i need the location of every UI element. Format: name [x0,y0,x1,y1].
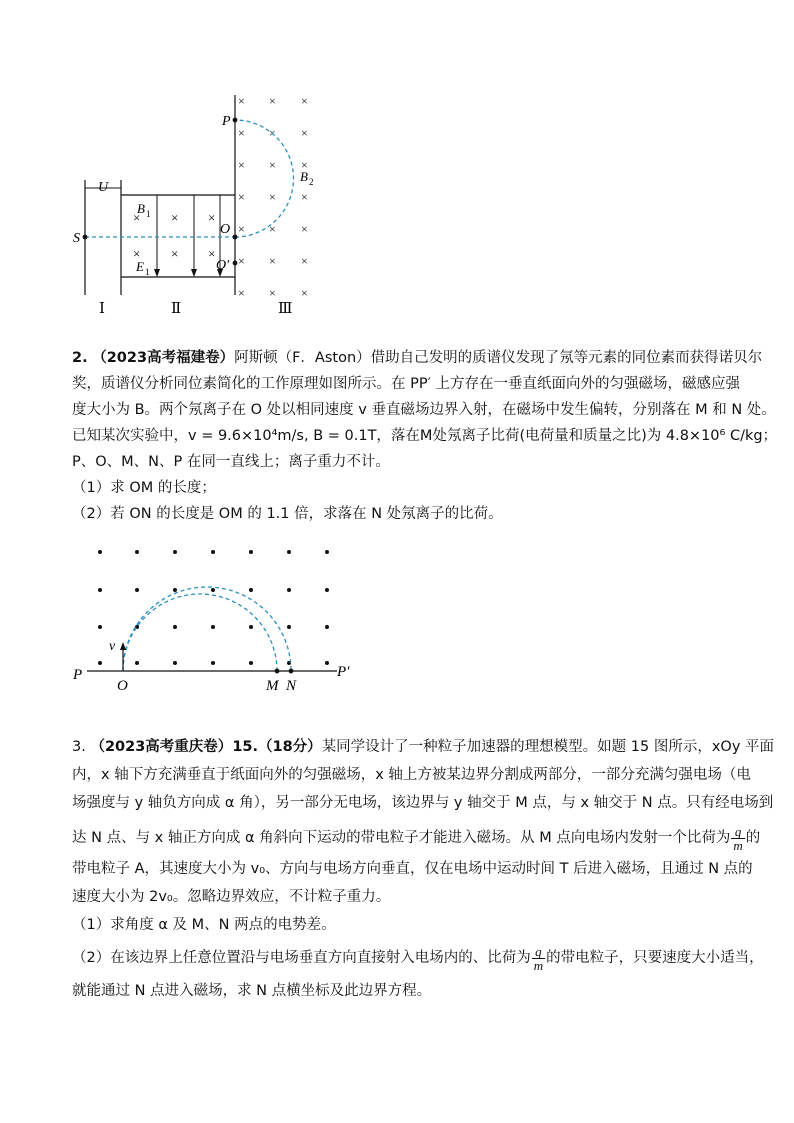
question-2 [72,345,778,527]
cross-mark: × [238,158,245,172]
label-U: U [98,180,109,195]
cross-mark: × [301,126,308,140]
figure-isotope-paths [65,540,365,695]
frac-numerator: q [532,945,545,959]
cross-mark: × [208,246,216,261]
path-N [123,587,291,671]
q2-sub-2: （2）若 ON 的长度是 OM 的 1.1 倍，求落在 N 处氖离子的比荷。 [72,506,503,522]
q3-line-4b: 的 [745,830,761,846]
point-M [275,669,280,674]
cross-mark: × [208,210,216,225]
q3-sub-2b: 的带电粒子，只要速度大小适当， [546,950,764,966]
label-E1: E [136,259,144,274]
label-S: S [73,231,80,246]
q3-line-6: 速度大小为 2v₀。忽略边界效应，不计粒子重力。 [72,889,391,905]
label-B1-sub: 1 [146,209,151,219]
cross-mark: × [301,286,308,300]
label-B2-sub: 2 [309,177,314,187]
cross-mark: × [238,286,245,300]
q3-line-4 [72,821,761,855]
point-P [233,118,238,123]
cross-mark: × [269,94,276,108]
q3-sub-2a: （2）在该边界上任意位置沿与电场垂直方向直接射入电场内的、比荷为 [72,950,531,966]
label-M: M [266,678,279,694]
cross-mark: × [238,222,245,236]
label-Oprime: O′ [216,258,230,273]
cross-mark: × [269,158,276,172]
q3-head: 15.（18分） [232,739,322,755]
cross-mark: × [133,246,141,261]
point-S [83,235,88,240]
q3-text: 某同学设计了一种粒子加速器的理想模型。如题 15 图所示，xOy 平面 [321,739,775,755]
cross-mark: × [301,254,308,268]
point-O [233,235,238,240]
question-3 [72,733,775,1005]
point-Oprime [233,261,238,266]
label-v: v [109,639,116,654]
label-P: P [222,114,231,129]
cross-mark: × [301,158,308,172]
q2-line-5: P、O、M、N、P 在同一直线上；离子重力不计。 [72,454,390,470]
cross-mark: × [171,210,179,225]
label-E1-sub: 1 [145,267,150,277]
cross-mark: × [133,210,141,225]
fraction-q-over-m [532,945,545,972]
label-Pprime: P′ [337,664,350,680]
cross-mark: × [269,222,276,236]
q3-number: 3. [72,739,86,755]
q2-line-4: 已知某次实验中，v = 9.6×10⁴m/s, B = 0.1T，落在M处氖离子比荷(电荷量和质量之比)为 4.8×10⁶ C/kg； [72,428,778,444]
q3-line-5: 带电粒子 A，其速度大小为 v₀、方向与电场方向垂直，仅在电场中运动时间 T 后进入磁场，且通过 N 点的 [72,861,753,877]
frac-denominator: m [733,837,743,853]
cross-mark: × [301,94,308,108]
cross-mark: × [301,190,308,204]
cross-mark: × [238,190,245,204]
q3-sub-2-cont: 就能通过 N 点进入磁场，求 N 点横坐标及此边界方程。 [72,983,432,999]
fraction-q-over-m [731,825,744,852]
q3-sub-2 [72,939,764,977]
cross-mark: × [269,126,276,140]
q3-sub-1: （1）求角度 α 及 M、N 两点的电势差。 [72,917,336,933]
path-M [123,594,277,671]
label-B1: B [137,201,145,216]
q2-source: （2023高考福建卷） [92,350,235,366]
frac-denominator: m [533,957,544,973]
q3-line-4a: 达 N 点、与 x 轴正方向成 α 角斜向下运动的带电粒子才能进入磁场。从 M 点向电场内发射一个比荷为 [72,830,731,846]
cross-mark: × [301,222,308,236]
label-O: O [117,678,128,694]
label-O: O [220,222,231,237]
q2-line-2: 奖，质谱仪分析同位素简化的工作原理如图所示。在 PP′ 上方存在一垂直纸面向外的匀强磁场，磁感应强 [72,376,740,392]
label-B2: B [300,169,308,184]
frac-numerator: q [731,825,744,839]
label-P: P [73,667,83,683]
region-label-I: Ⅰ [99,301,105,317]
region-label-III: Ⅲ [278,301,293,317]
cross-mark: × [269,190,276,204]
figure-mass-spectrometer [60,85,340,320]
q2-line-3: 度大小为 B。两个氖离子在 O 处以相同速度 v 垂直磁场边界入射，在磁场中发生偏转，分别落在 M 和 N 处。 [72,402,776,418]
magnetic-field-dots [98,550,329,665]
cross-mark: × [269,254,276,268]
label-N: N [286,678,297,694]
q2-text: 阿斯顿（F．Aston）借助自己发明的质谱仪发现了氖等元素的同位素而获得诺贝尔 [234,350,763,366]
cross-mark: × [238,94,245,108]
q2-sub-1: （1）求 OM 的长度； [72,480,216,496]
region-label-II: Ⅱ [171,301,182,317]
q3-line-3: 场强度与 y 轴负方向成 α 角），另一部分无电场，该边界与 y 轴交于 M 点，与 x 轴交于 N 点。只有经电场到 [72,795,774,811]
cross-mark: × [269,286,276,300]
cross-mark: × [171,246,179,261]
cross-mark: × [238,254,245,268]
point-N [289,669,294,674]
q3-source: （2023高考重庆卷） [90,739,233,755]
cross-mark: × [238,126,245,140]
q2-line-1 [72,345,763,371]
q3-line-1 [72,733,775,761]
q2-number: 2. [72,350,88,366]
q3-line-2: 内，x 轴下方充满垂直于纸面向外的匀强磁场，x 轴上方被某边界分割成两部分，一部分充满匀强电场（电 [72,767,751,783]
